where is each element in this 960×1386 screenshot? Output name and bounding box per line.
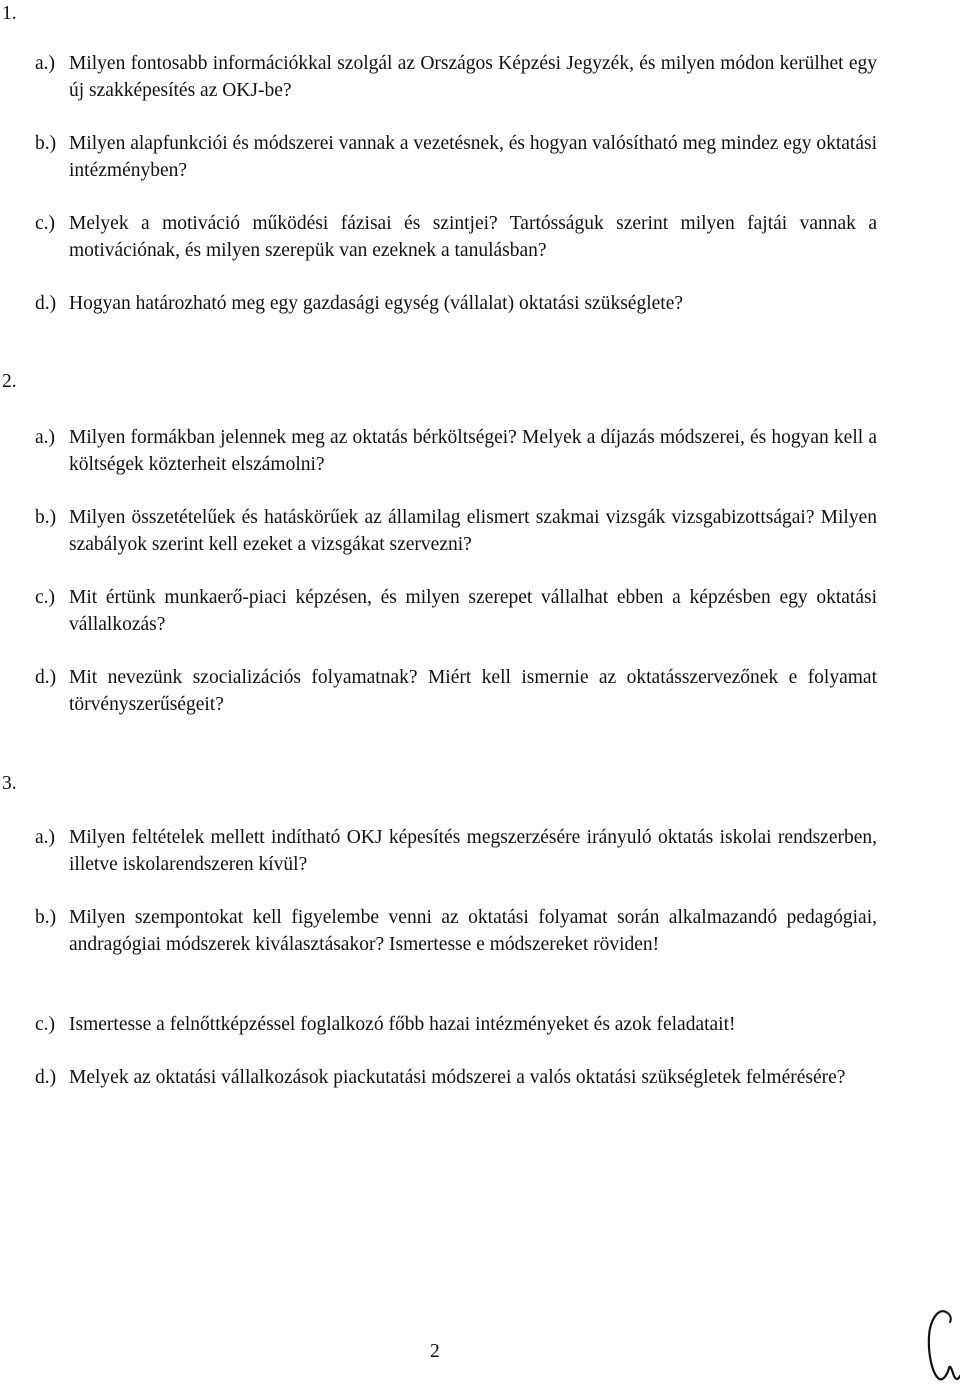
- question-text: Milyen szempontokat kell figyelembe venni az oktatási folyamat során alkalmazandó pedagógiai, andragógiai módszerek kiválasztásakor? Ismertesse e módszereket röviden!: [69, 907, 877, 955]
- question-1c: [35, 210, 877, 264]
- question-label: d.): [35, 667, 57, 688]
- question-label: b.): [35, 507, 57, 528]
- question-2d: [35, 664, 877, 718]
- question-label: c.): [35, 1014, 56, 1035]
- page-number: 2: [430, 1341, 440, 1362]
- question-1a: [35, 50, 877, 104]
- section-number: 1.: [2, 3, 17, 24]
- question-label: d.): [35, 1067, 57, 1088]
- question-1d: [35, 290, 877, 317]
- question-3c: [35, 1011, 877, 1038]
- question-text: Milyen feltételek mellett indítható OKJ képesítés megszerzésére irányuló oktatás iskolai rendszerben, illetve iskolarendszeren kívül?: [69, 827, 877, 875]
- question-2c: [35, 584, 877, 638]
- question-3b: [35, 904, 877, 958]
- question-text: Milyen összetételűek és hatáskörűek az államilag elismert szakmai vizsgák vizsgabizottságai? Milyen szabályok szerint kell ezeket a vizsgákat szervezni?: [69, 507, 877, 555]
- question-label: b.): [35, 133, 57, 154]
- handwritten-signature-icon: [916, 1306, 960, 1386]
- question-label: a.): [35, 827, 56, 848]
- question-label: c.): [35, 213, 56, 234]
- question-text: Hogyan határozható meg egy gazdasági egység (vállalat) oktatási szükséglete?: [69, 293, 684, 314]
- question-text: Melyek a motiváció működési fázisai és szintjei? Tartósságuk szerint milyen fajtái vannak a motivációnak, és milyen szerepük van ezeknek a tanulásban?: [69, 213, 877, 261]
- question-text: Mit értünk munkaerő-piaci képzésen, és milyen szerepet vállalhat ebben a képzésben egy oktatási vállalkozás?: [69, 587, 877, 635]
- question-3d: [35, 1064, 877, 1091]
- question-text: Mit nevezünk szocializációs folyamatnak? Miért kell ismernie az oktatásszervezőnek e folyamat törvényszerűségeit?: [69, 667, 877, 715]
- question-label: a.): [35, 427, 56, 448]
- question-label: a.): [35, 53, 56, 74]
- section-number: 3.: [2, 773, 17, 794]
- question-text: Milyen formákban jelennek meg az oktatás bérköltségei? Melyek a díjazás módszerei, és hogyan kell a költségek közterheit elszámolni?: [69, 427, 877, 475]
- question-label: d.): [35, 293, 57, 314]
- question-label: b.): [35, 907, 57, 928]
- question-text: Milyen alapfunkciói és módszerei vannak a vezetésnek, és hogyan valósítható meg mindez egy oktatási intézményben?: [69, 133, 877, 181]
- question-2b: [35, 504, 877, 558]
- question-text: Melyek az oktatási vállalkozások piackutatási módszerei a valós oktatási szükségletek felmérésére?: [69, 1067, 846, 1088]
- question-2a: [35, 424, 877, 478]
- question-1b: [35, 130, 877, 184]
- question-text: Ismertesse a felnőttképzéssel foglalkozó főbb hazai intézményeket és azok feladatait!: [69, 1014, 736, 1035]
- question-text: Milyen fontosabb információkkal szolgál az Országos Képzési Jegyzék, és milyen módon kerülhet egy új szakképesítés az OKJ-be?: [69, 53, 877, 101]
- question-3a: [35, 824, 877, 878]
- section-number: 2.: [2, 371, 17, 392]
- question-label: c.): [35, 587, 56, 608]
